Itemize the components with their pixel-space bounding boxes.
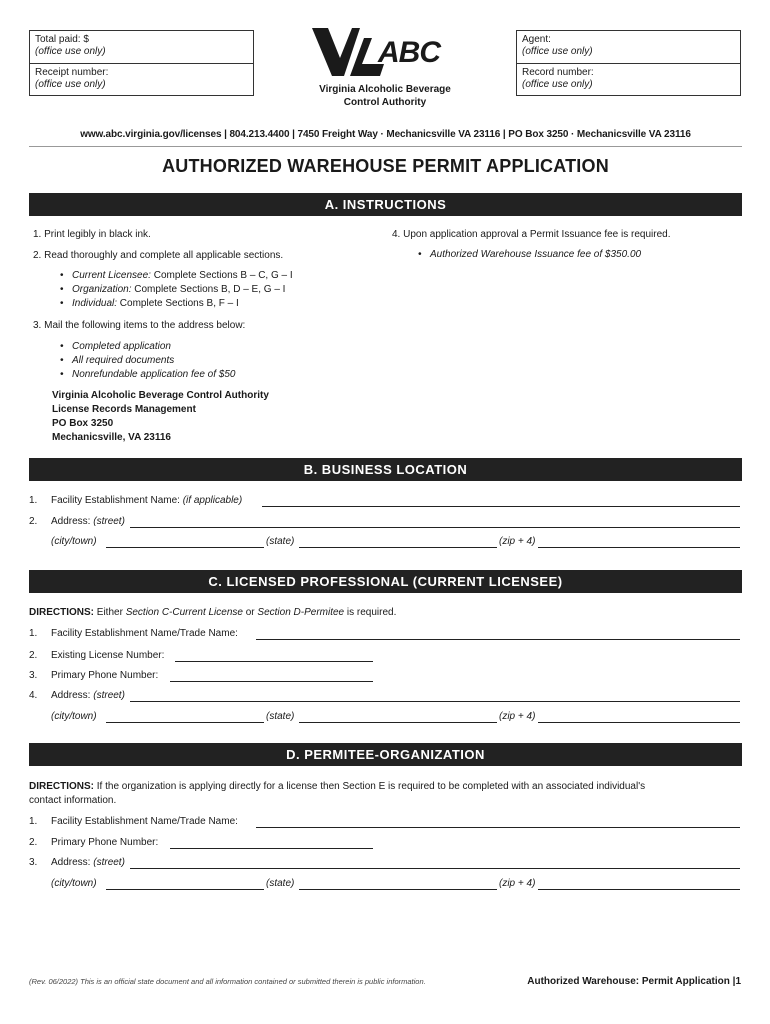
org-name-line2: Control Authority: [343, 97, 427, 108]
phone-label: Primary Phone Number:: [51, 670, 159, 681]
office-use-note: (office use only): [35, 79, 106, 90]
label-text: Address:: [51, 516, 94, 527]
label-hint: (street): [93, 857, 125, 868]
directions-text: Either: [94, 607, 126, 618]
phone-input[interactable]: [170, 838, 373, 849]
office-use-note: (office use only): [35, 46, 106, 57]
svg-text:ABC: ABC: [378, 36, 440, 69]
list-item: • Nonrefundable application fee of $50: [60, 368, 235, 382]
receipt-number-label: Receipt number:: [35, 67, 109, 78]
directions-em: Section D-Permitee: [257, 607, 345, 618]
city-label: (city/town): [51, 878, 97, 889]
page-number: 1: [735, 976, 741, 987]
section-c-heading: C. LICENSED PROFESSIONAL (CURRENT LICENSEE): [29, 570, 742, 593]
state-label: (state): [266, 711, 295, 722]
state-label: (state): [266, 878, 295, 889]
list-item-text: Complete Sections B, D – E, G – I: [131, 284, 286, 295]
page-footer: [527, 976, 741, 987]
agent-label: Agent:: [522, 34, 551, 45]
instruction-3: 3. Mail the following items to the address below:: [33, 320, 246, 331]
office-box-left: [29, 30, 254, 96]
field-number: 1.: [29, 495, 38, 506]
label-hint: (street): [93, 516, 125, 527]
list-item: • All required documents: [60, 354, 235, 368]
zip-label: (zip + 4): [499, 878, 536, 889]
license-number-label: Existing License Number:: [51, 650, 165, 661]
instruction-2: 2. Read thoroughly and complete all applicable sections.: [33, 250, 284, 261]
licensee-type-list: [60, 269, 293, 311]
address-label: [51, 516, 125, 527]
field-number: 1.: [29, 628, 38, 639]
address-line: Mechanicsville, VA 23116: [52, 432, 171, 443]
address-label: [51, 690, 125, 701]
list-item: [60, 269, 293, 283]
list-item-text: Complete Sections B – C, G – I: [150, 270, 293, 281]
city-label: (city/town): [51, 536, 97, 547]
directions-label: DIRECTIONS:: [29, 607, 94, 618]
instruction-4: 4. Upon application approval a Permit Issuance fee is required.: [392, 229, 671, 240]
field-number: 3.: [29, 670, 38, 681]
zip-input[interactable]: [538, 537, 740, 548]
label-hint: (street): [93, 690, 125, 701]
city-input[interactable]: [106, 712, 264, 723]
phone-input[interactable]: [170, 671, 373, 682]
field-number: 3.: [29, 857, 38, 868]
state-input[interactable]: [299, 537, 497, 548]
trade-name-label: Facility Establishment Name/Trade Name:: [51, 628, 238, 639]
trade-name-input[interactable]: [256, 817, 740, 828]
office-use-note: (office use only): [522, 79, 593, 90]
field-number: 1.: [29, 816, 38, 827]
field-number: 2.: [29, 516, 38, 527]
license-number-input[interactable]: [175, 651, 373, 662]
label-text: Address:: [51, 690, 94, 701]
city-input[interactable]: [106, 537, 264, 548]
list-item: [60, 297, 293, 311]
list-item: [60, 283, 293, 297]
zip-input[interactable]: [538, 879, 740, 890]
page-title: AUTHORIZED WAREHOUSE PERMIT APPLICATION: [162, 156, 609, 176]
address-line: PO Box 3250: [52, 418, 114, 429]
section-b-heading: B. BUSINESS LOCATION: [29, 458, 742, 481]
mail-items-list: [60, 340, 235, 382]
state-input[interactable]: [299, 712, 497, 723]
zip-label: (zip + 4): [499, 711, 536, 722]
agent-cell[interactable]: [517, 31, 740, 63]
section-c-directions: [29, 607, 396, 618]
instruction-1: 1. Print legibly in black ink.: [33, 229, 151, 240]
list-item-em: Organization:: [72, 284, 132, 295]
total-paid-cell[interactable]: [30, 31, 253, 63]
record-number-label: Record number:: [522, 67, 594, 78]
directions-text: If the organization is applying directly for a license then Section E is required to be completed with an associated individual's: [94, 781, 646, 792]
city-label: (city/town): [51, 711, 97, 722]
field-number: 2.: [29, 650, 38, 661]
directions-label: DIRECTIONS:: [29, 781, 94, 792]
footer-separator: |: [732, 976, 736, 987]
divider: [29, 146, 742, 147]
street-input[interactable]: [130, 691, 740, 702]
trade-name-label: Facility Establishment Name/Trade Name:: [51, 816, 238, 827]
mailing-address: [52, 389, 269, 445]
street-input[interactable]: [130, 517, 740, 528]
directions-text: or: [242, 607, 258, 618]
total-paid-label: Total paid: $: [35, 34, 89, 45]
address-line: License Records Management: [52, 404, 196, 415]
label-hint: (if applicable): [182, 495, 243, 506]
address-label: [51, 857, 125, 868]
zip-label: (zip + 4): [499, 536, 536, 547]
office-box-right: [516, 30, 741, 96]
facility-name-label: [51, 495, 242, 506]
directions-line: [29, 780, 742, 794]
phone-label: Primary Phone Number:: [51, 837, 159, 848]
office-use-note: (office use only): [522, 46, 593, 57]
field-number: 2.: [29, 837, 38, 848]
directions-text: is required.: [344, 607, 397, 618]
logo-mark-icon: [310, 24, 460, 82]
address-line: Virginia Alcoholic Beverage Control Authority: [52, 390, 269, 401]
state-label: (state): [266, 536, 295, 547]
revision-note: (Rev. 06/2022) This is an official state document and all information contained or submitted therein is public information.: [29, 977, 426, 986]
va-abc-logo: [310, 24, 460, 82]
list-item-em: Individual:: [72, 298, 118, 309]
label-text: Facility Establishment Name:: [51, 495, 183, 506]
city-input[interactable]: [106, 879, 264, 890]
trade-name-input[interactable]: [256, 629, 740, 640]
street-input[interactable]: [130, 858, 740, 869]
directions-em: Section C-Current License: [125, 607, 243, 618]
zip-input[interactable]: [538, 712, 740, 723]
footer-label: Authorized Warehouse: Permit Application: [527, 976, 730, 987]
section-a-heading: A. INSTRUCTIONS: [29, 193, 742, 216]
list-item: • Authorized Warehouse Issuance fee of $350.00: [418, 248, 641, 262]
record-number-cell[interactable]: [517, 63, 740, 95]
directions-line: contact information.: [29, 795, 117, 806]
section-d-heading: D. PERMITEE-ORGANIZATION: [29, 743, 742, 766]
list-item-em: Current Licensee:: [72, 270, 151, 281]
field-number: 4.: [29, 690, 38, 701]
facility-name-input[interactable]: [262, 496, 740, 507]
receipt-number-cell[interactable]: [30, 63, 253, 95]
list-item: • Completed application: [60, 340, 235, 354]
fee-list: [418, 248, 641, 262]
state-input[interactable]: [299, 879, 497, 890]
section-d-directions: [29, 780, 742, 808]
label-text: Address:: [51, 857, 94, 868]
list-item-text: Complete Sections B, F – I: [117, 298, 239, 309]
contact-line: www.abc.virginia.gov/licenses | 804.213.4400 | 7450 Freight Way · Mechanicsville VA 23116 | PO Box 3250 · Mechanicsville VA 23116: [80, 129, 691, 140]
org-name-line1: Virginia Alcoholic Beverage: [319, 84, 451, 95]
